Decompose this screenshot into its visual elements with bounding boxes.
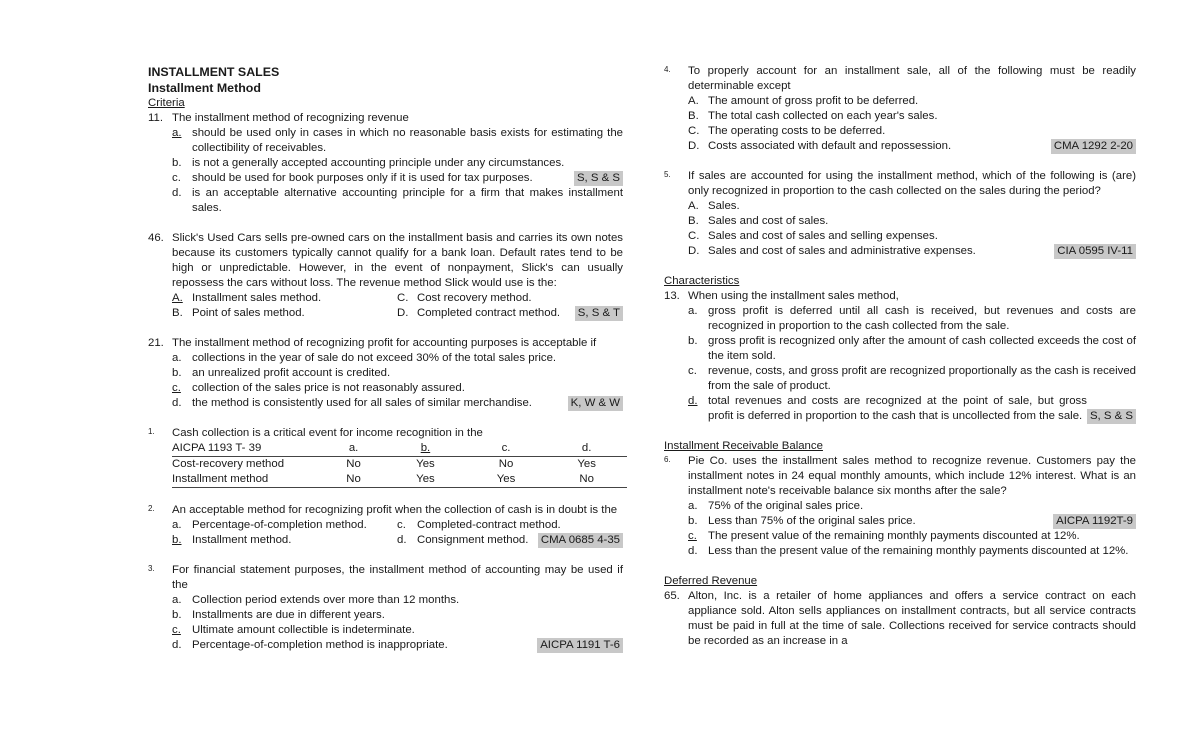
question-4 (664, 64, 1136, 154)
source-tag: AICPA 1192T-9 (1053, 514, 1136, 529)
option-letter: c. (688, 365, 697, 377)
table-cell: Yes (466, 472, 547, 488)
source-tag: CMA 1292 2-20 (1051, 139, 1136, 154)
table-cell: Cost-recovery method (172, 458, 285, 470)
option-text: Installment sales method. (192, 292, 322, 304)
option-letter: d. (172, 397, 182, 409)
option-text: Completed-contract method. (417, 519, 561, 531)
table-row (172, 457, 627, 473)
question-number: 3. (148, 564, 155, 573)
criteria-heading: Criteria (148, 97, 185, 109)
option-letter: b. (688, 515, 698, 527)
option-text: 75% of the original sales price. (708, 500, 864, 512)
option-text: Sales. (708, 200, 740, 212)
source-tag: CMA 0685 4-35 (538, 533, 623, 548)
question-stem: If sales are accounted for using the installment method, which of the following is (are) only recognized in proportion to the cash collected on the sales during the period? (688, 170, 1136, 197)
option-letter: a. (688, 305, 698, 317)
option-text: Ultimate amount collectible is indeterminate. (192, 624, 415, 636)
document-title: INSTALLMENT SALES (148, 65, 280, 79)
option-letter: b. (172, 534, 182, 546)
option-text: The present value of the remaining monthly payments discounted at 12%. (708, 530, 1080, 542)
option-text: an unrealized profit account is credited. (192, 367, 391, 379)
option-letter: D. (688, 140, 700, 152)
option-text: The amount of gross profit to be deferred. (708, 95, 919, 107)
table-cell: Yes (577, 458, 596, 470)
option-text: Costs associated with default and repossession. (708, 140, 952, 152)
option-text: Installment method. (192, 534, 292, 546)
option-text: is an acceptable alternative accounting principle for a firm that makes installment sales. (192, 187, 623, 214)
option-letter: D. (688, 245, 700, 257)
question-number: 2. (148, 504, 155, 513)
question-2 (148, 503, 623, 548)
option-letter: c. (172, 382, 181, 394)
source-tag: CIA 0595 IV-11 (1054, 244, 1136, 259)
right-column (664, 64, 1136, 649)
table-cell: No (346, 458, 361, 470)
option-text: should be used for book purposes only if it is used for tax purposes. (192, 172, 533, 184)
table-cell: Yes (385, 472, 466, 488)
option-letter: b. (172, 367, 182, 379)
option-letter: d. (172, 639, 182, 651)
option-text: The total cash collected on each year's sales. (708, 110, 938, 122)
source-tag: S, S & T (575, 306, 623, 321)
question-65 (664, 589, 1136, 649)
left-column (148, 64, 623, 653)
option-text: The operating costs to be deferred. (708, 125, 886, 137)
option-letter: B. (172, 307, 183, 319)
option-text: Less than the present value of the remaining monthly payments discounted at 12%. (708, 545, 1129, 557)
question-stem: To properly account for an installment sale, all of the following must be readily determinable except (688, 65, 1136, 92)
option-text: Sales and cost of sales and administrative expenses. (708, 245, 976, 257)
question-number: 1. (148, 427, 155, 436)
option-letter: C. (688, 125, 700, 137)
question-stem: Slick's Used Cars sells pre-owned cars on the installment basis and carries its own notes because its customers typically cannot qualify for a bank loan. Default rates tend to be high or unpredictable. However, in the event of nonpayment, Slick's can usually repossess the cars without loss. The revenue method Slick would use is the: (172, 232, 623, 289)
table-cell: Yes (416, 458, 435, 470)
option-letter: C. (397, 292, 409, 304)
question-46 (148, 231, 623, 321)
option-text: gross profit is deferred until all cash is received, but revenues and costs are recognized in proportion to the cash collected from the sale. (708, 305, 1136, 332)
question-3 (148, 563, 623, 653)
option-letter: A. (688, 200, 699, 212)
option-letter: A. (688, 95, 699, 107)
question-21 (148, 336, 623, 411)
table-cell: Installment method (172, 472, 322, 488)
option-letter: d. (688, 545, 698, 557)
question-stem: Cash collection is a critical event for income recognition in the (172, 427, 483, 439)
section-title: Installment Method (148, 81, 261, 95)
question-stem: The installment method of recognizing revenue (172, 112, 409, 124)
option-text: Sales and cost of sales. (708, 215, 829, 227)
question-stem: For financial statement purposes, the installment method of accounting may be used if the (172, 564, 623, 591)
question-5 (664, 169, 1136, 259)
table-cell: No (546, 472, 627, 488)
option-text: total revenues and costs are recognized at the point of sale, but gross profit is deferred in proportion to the cash that is uncollected from the sale. (708, 395, 1087, 422)
deferred-heading: Deferred Revenue (664, 575, 758, 587)
option-letter: c. (172, 172, 181, 184)
question-6 (664, 454, 1136, 559)
question-11 (148, 111, 623, 216)
option-letter: d. (172, 187, 182, 199)
question-stem: Alton, Inc. is a retailer of home appliances and offers a service contract on each appliance sold. Alton sells appliances on installment contracts, but all service contracts must be paid in full at the time of sale. Collections received for service contracts should be recorded as an increase in a (688, 590, 1136, 647)
option-letter: c. (172, 624, 181, 636)
option-text: revenue, costs, and gross profit are recognized proportionally as the cash is received from the sale of product. (708, 365, 1137, 392)
table-header: d. (546, 441, 627, 457)
option-text: the method is consistently used for all sales of similar merchandise. (192, 397, 532, 409)
option-text: is not a generally accepted accounting principle under any circumstances. (192, 157, 565, 169)
option-text: Less than 75% of the original sales price. (708, 515, 916, 527)
question-number: 13. (664, 290, 680, 302)
option-text: should be used only in cases in which no reasonable basis exists for estimating the collectibility of receivables. (192, 127, 623, 154)
table-cell: No (322, 472, 385, 488)
option-letter: a. (172, 519, 182, 531)
option-text: Completed contract method. (417, 307, 561, 319)
option-text: collection of the sales price is not reasonably assured. (192, 382, 465, 394)
option-text: Collection period extends over more than 12 months. (192, 594, 460, 606)
option-letter: a. (172, 594, 182, 606)
option-letter: d. (397, 534, 407, 546)
question-number: 6. (664, 455, 671, 464)
option-letter: b. (172, 609, 182, 621)
option-letter: C. (688, 230, 700, 242)
option-text: Point of sales method. (192, 307, 305, 319)
option-letter: D. (397, 307, 409, 319)
question-number: 21. (148, 337, 164, 349)
option-letter: a. (172, 352, 182, 364)
question-number: 11. (148, 112, 163, 124)
question-1 (148, 426, 623, 488)
option-letter: b. (172, 157, 182, 169)
option-text: Consignment method. (417, 534, 529, 546)
question-13 (664, 289, 1136, 424)
option-text: Cost recovery method. (417, 292, 532, 304)
question-stem: Pie Co. uses the installment sales method to recognize revenue. Customers pay the installment notes in 24 equal monthly amounts, which include 12% interest. What is an installment note's receivable balance six months after the sale? (688, 455, 1136, 497)
option-text: Percentage-of-completion method. (192, 519, 367, 531)
option-letter: b. (688, 335, 698, 347)
answer-table (172, 441, 627, 488)
question-number: 5. (664, 170, 671, 179)
option-letter: d. (688, 395, 698, 407)
option-letter: B. (688, 110, 699, 122)
option-text: Sales and cost of sales and selling expenses. (708, 230, 938, 242)
table-header-source: AICPA 1193 T- 39 (172, 441, 322, 457)
source-tag: K, W & W (568, 396, 623, 411)
option-letter: B. (688, 215, 699, 227)
table-row (172, 472, 627, 488)
option-letter: a. (172, 127, 182, 139)
question-stem: An acceptable method for recognizing profit when the collection of cash is in doubt is the (172, 504, 618, 516)
option-text: collections in the year of sale do not exceed 30% of the total sales price. (192, 352, 557, 364)
option-text: gross profit is recognized only after the amount of cash collected exceeds the cost of the item sold. (708, 335, 1136, 362)
table-header: b. (385, 441, 466, 457)
option-letter: A. (172, 292, 183, 304)
source-tag: S, S & S (574, 171, 623, 186)
option-text: Percentage-of-completion method is inappropriate. (192, 639, 448, 651)
table-cell: No (498, 458, 514, 470)
option-letter: c. (397, 519, 406, 531)
receivable-heading: Installment Receivable Balance (664, 440, 823, 452)
question-stem: The installment method of recognizing profit for accounting purposes is acceptable if (172, 337, 597, 349)
option-letter: a. (688, 500, 698, 512)
characteristics-heading: Characteristics (664, 275, 740, 287)
question-number: 65. (664, 590, 680, 602)
option-letter: c. (688, 530, 697, 542)
question-number: 4. (664, 65, 671, 74)
option-text: Installments are due in different years. (192, 609, 385, 621)
table-header: a. (322, 441, 385, 457)
question-number: 46. (148, 232, 164, 244)
question-stem: When using the installment sales method, (688, 290, 899, 302)
source-tag: S, S & S (1087, 409, 1136, 424)
table-header: c. (466, 441, 547, 457)
source-tag: AICPA 1191 T-6 (537, 638, 623, 653)
